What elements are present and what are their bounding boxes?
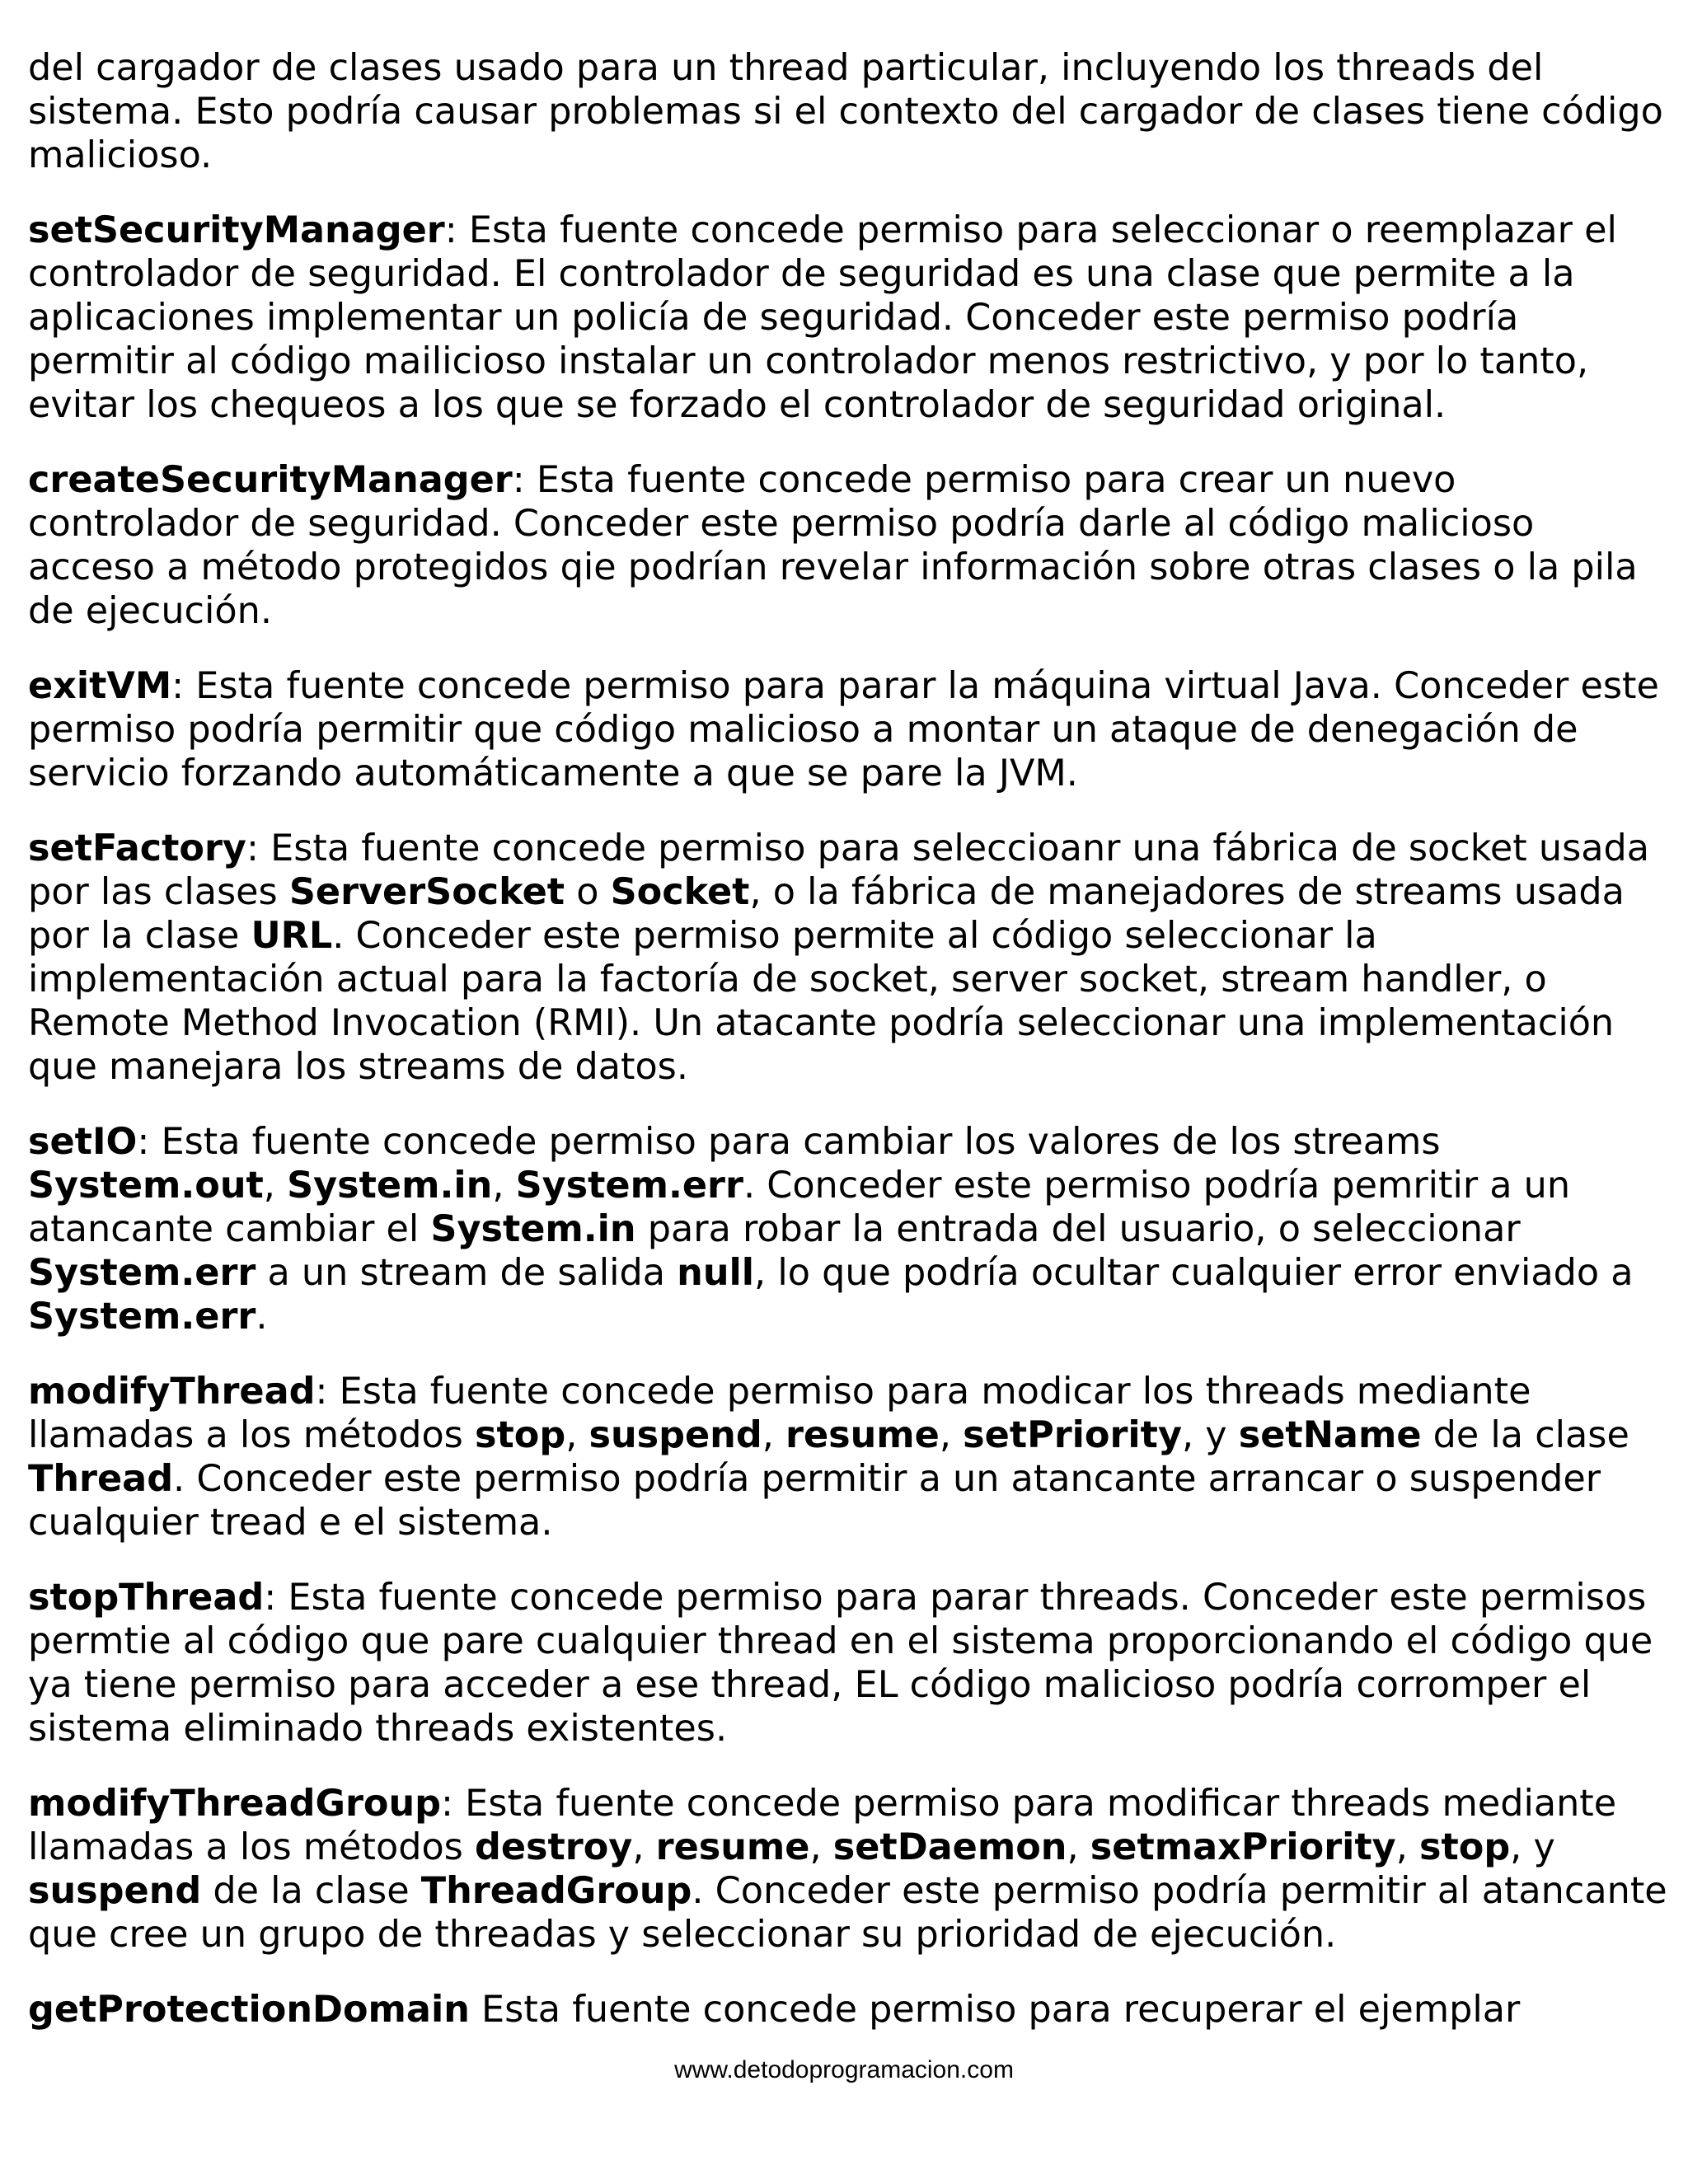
bold-term: setIO [28, 1121, 138, 1163]
paragraph [28, 46, 1668, 177]
body-text: , lo que podría ocultar cualquier error enviado a [754, 1252, 1634, 1294]
bold-term: stop [1418, 1826, 1511, 1868]
document-body [28, 46, 1668, 2063]
bold-term: setPriority [963, 1414, 1182, 1456]
bold-term: System.in [430, 1208, 636, 1250]
bold-term: setDaemon [832, 1826, 1067, 1868]
body-text: para robar la entrada del usuario, o seleccionar [635, 1208, 1521, 1250]
body-text: , [1067, 1826, 1090, 1868]
body-text: , [263, 1165, 288, 1207]
bold-term: stopThread [28, 1577, 265, 1619]
body-text: , y [1181, 1414, 1239, 1456]
body-text: a un stream de salida [256, 1252, 678, 1294]
bold-term: createSecurityManager [28, 459, 513, 501]
bold-term: Socket [610, 871, 750, 913]
body-text: del cargador de clases usado para un thread particular, incluyendo los threads del sistema. Esto podría causar problemas si el contexto del cargador de clases tiene código malicioso. [28, 47, 1663, 176]
body-text: : Esta fuente concede permiso para modicar los threads mediante llamadas a los métodos [28, 1371, 1531, 1456]
bold-term: suspend [28, 1870, 202, 1912]
paragraph [28, 1782, 1668, 1957]
body-text: , [632, 1826, 656, 1868]
body-text: . [256, 1296, 268, 1338]
bold-term: System.err [515, 1165, 743, 1207]
paragraph [28, 1370, 1668, 1544]
bold-term: suspend [588, 1414, 762, 1456]
body-text: : Esta fuente concede permiso para seleccionar o reemplazar el controlador de seguridad. El controlador de seguridad es una clase que permite a la aplicaciones implementar un policía de seguridad. Conceder este permiso podría permitir al código mailicioso instalar un controlador menos restrictivo, y por lo tanto, evitar los chequeos a los que se forzado el controlador de seguridad original. [28, 209, 1617, 426]
paragraph [28, 458, 1668, 633]
bold-term: ServerSocket [288, 871, 565, 913]
body-text: , o la fábrica de manejadores de streams usada por la clase [28, 871, 1625, 957]
paragraph [28, 1576, 1668, 1750]
bold-term: Thread [28, 1458, 174, 1500]
body-text: . Conceder este permiso podría pemritir a un atancante cambiar el [28, 1165, 1571, 1250]
body-text: : Esta fuente concede permiso para cambiar los valores de los streams [137, 1121, 1441, 1163]
bold-term: setName [1238, 1414, 1422, 1456]
body-text: , [1395, 1826, 1419, 1868]
body-text: . Conceder este permiso podría permitir al atancante que cree un grupo de threadas y seleccionar su prioridad de ejecución. [28, 1870, 1667, 1956]
bold-term: URL [251, 915, 333, 957]
body-text: : Esta fuente concede permiso para modificar threads mediante llamadas a los métodos [28, 1783, 1617, 1868]
bold-term: System.in [287, 1165, 493, 1207]
bold-term: modifyThreadGroup [28, 1783, 442, 1825]
paragraph [28, 1988, 1668, 2032]
body-text: o [565, 871, 611, 913]
body-text: , [762, 1414, 786, 1456]
bold-term: resume [655, 1826, 810, 1868]
bold-term: null [677, 1252, 755, 1294]
body-text: Esta fuente concede permiso para recuperar el ejemplar [469, 1989, 1521, 2031]
paragraph [28, 827, 1668, 1089]
body-text: . Conceder este permiso permite al código seleccionar la implementación actual para la factoría de socket, server socket, stream handler, o Remote Method Invocation (RMI). Un atacante podría seleccionar una implementación que manejara los streams de datos. [28, 915, 1615, 1088]
bold-term: setFactory [28, 827, 246, 869]
body-text: , [939, 1414, 964, 1456]
bold-term: setmaxPriority [1090, 1826, 1396, 1868]
bold-term: resume [785, 1414, 940, 1456]
bold-term: System.err [28, 1296, 256, 1338]
bold-term: modifyThread [28, 1371, 316, 1413]
body-text: : Esta fuente concede permiso para seleccioanr una fábrica de socket usada por las clases [28, 827, 1650, 913]
paragraph [28, 1120, 1668, 1338]
body-text: , [809, 1826, 833, 1868]
bold-term: System.out [28, 1165, 264, 1207]
bold-term: ThreadGroup [420, 1870, 692, 1912]
bold-term: setSecurityManager [28, 209, 445, 251]
bold-term: stop [475, 1414, 566, 1456]
bold-term: exitVM [28, 665, 172, 707]
body-text: , [565, 1414, 589, 1456]
bold-term: destroy [475, 1826, 633, 1868]
bold-term: getProtectionDomain [28, 1989, 470, 2031]
paragraph [28, 209, 1668, 427]
body-text: de la clase [201, 1870, 421, 1912]
body-text: . Conceder este permiso podría permitir a un atancante arrancar o suspender cualquier tread e el sistema. [28, 1458, 1601, 1544]
footer-url: www.detodoprogramacion.com [674, 2056, 1014, 2083]
body-text: : Esta fuente concede permiso para parar threads. Conceder este permisos permtie al código que pare cualquier thread en el sistema proporcionando el código que ya tiene permiso para acceder a ese thread, EL código malicioso podría corromper el sistema eliminado threads existentes. [28, 1577, 1653, 1750]
body-text: : Esta fuente concede permiso para crear un nuevo controlador de seguridad. Conceder este permiso podría darle al código malicioso acceso a método protegidos qie podrían revelar información sobre otras clases o la pila de ejecución. [28, 459, 1638, 632]
bold-term: System.err [28, 1252, 256, 1294]
body-text: de la clase [1421, 1414, 1629, 1456]
body-text: , y [1510, 1826, 1555, 1868]
paragraph [28, 664, 1668, 795]
body-text: : Esta fuente concede permiso para parar la máquina virtual Java. Conceder este permiso podría permitir que código malicioso a montar un ataque de denegación de servicio forzando automáticamente a que se pare la JVM. [28, 665, 1659, 794]
body-text: , [492, 1165, 516, 1207]
